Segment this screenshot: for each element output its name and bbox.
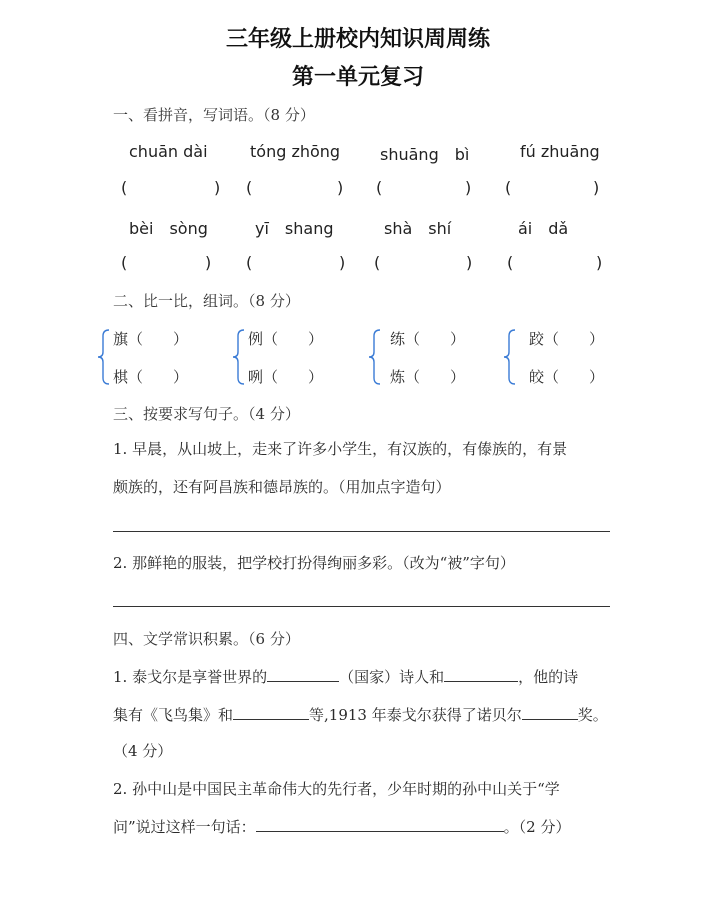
- answer-paren-close: ): [205, 253, 212, 272]
- answer-paren-close: ): [214, 178, 221, 197]
- question-text: 等,1913 年泰戈尔获得了诺贝尔: [309, 706, 522, 724]
- question-line: [113, 666, 578, 687]
- compare-word: 练（ ）: [390, 330, 466, 348]
- pinyin-item: ái dǎ: [518, 219, 569, 238]
- answer-line: [113, 606, 610, 607]
- answer-paren-open: (: [121, 253, 128, 272]
- section3-heading: 三、按要求写句子。（4 分）: [113, 405, 300, 423]
- question-text: 2. 那鲜艳的服装，把学校打扮得绚丽多彩。（改为“被”字句）: [113, 554, 515, 572]
- fill-blank[interactable]: [256, 816, 504, 832]
- page-title: 三年级上册校内知识周周练: [225, 27, 490, 52]
- question-text: ，他的诗: [518, 668, 579, 686]
- brace-icon: [368, 328, 382, 386]
- page-subtitle: 第一单元复习: [291, 65, 424, 90]
- fill-blank[interactable]: [444, 666, 518, 682]
- question-text: 问”说过这样一句话：: [113, 818, 256, 836]
- pinyin-item: tóng zhōng: [250, 142, 341, 161]
- section2-heading: 二、比一比，组词。（8 分）: [113, 292, 300, 310]
- compare-word: 炼（ ）: [390, 368, 466, 386]
- pinyin-item: chuān dài: [129, 142, 208, 161]
- compare-word: 例（ ）: [248, 330, 324, 348]
- answer-paren-open: (: [376, 178, 383, 197]
- section1-heading: 一、看拼音，写词语。（8 分）: [113, 106, 315, 124]
- pinyin-item: fú zhuāng: [520, 142, 600, 161]
- answer-paren-close: ): [339, 253, 346, 272]
- answer-paren-open: (: [121, 178, 128, 197]
- pinyin-item: bèi sòng: [129, 219, 208, 238]
- score-note: （4 分）: [113, 742, 173, 760]
- answer-paren-close: ): [337, 178, 344, 197]
- brace-icon: [232, 328, 246, 386]
- answer-paren-open: (: [246, 253, 253, 272]
- answer-paren-close: ): [466, 253, 473, 272]
- compare-word: 跤（ ）: [529, 330, 605, 348]
- answer-paren-close: ): [593, 178, 600, 197]
- compare-word: 旗（ ）: [113, 330, 189, 348]
- question-text: 1. 早晨，从山坡上，走来了许多小学生，有汉族的，有傣族的，有景: [113, 440, 568, 458]
- question-line: [113, 704, 608, 725]
- answer-paren-close: ): [596, 253, 603, 272]
- fill-blank[interactable]: [233, 704, 309, 720]
- answer-paren-open: (: [246, 178, 253, 197]
- question-text: 奖。: [577, 706, 608, 724]
- pinyin-item: yī shang: [255, 219, 334, 238]
- brace-icon: [97, 328, 111, 386]
- fill-blank[interactable]: [267, 666, 339, 682]
- compare-word: 棋（ ）: [113, 368, 189, 386]
- answer-paren-close: ): [465, 178, 472, 197]
- question-text: 2. 孙中山是中国民主革命伟大的先行者，少年时期的孙中山关于“学: [113, 780, 560, 798]
- fill-blank[interactable]: [522, 704, 578, 720]
- pinyin-item: shà shí: [384, 219, 452, 238]
- question-text: （国家）诗人和: [339, 668, 445, 686]
- answer-paren-open: (: [507, 253, 514, 272]
- compare-word: 咧（ ）: [248, 368, 324, 386]
- question-text: 集有《飞鸟集》和: [113, 706, 234, 724]
- question-text: 颇族的，还有阿昌族和德昂族的。（用加点字造句）: [113, 478, 451, 496]
- section4-heading: 四、文学常识积累。（6 分）: [113, 630, 300, 648]
- compare-word: 皎（ ）: [529, 368, 605, 386]
- answer-paren-open: (: [505, 178, 512, 197]
- answer-paren-open: (: [374, 253, 381, 272]
- pinyin-item: shuāng bì: [380, 145, 470, 164]
- question-line: [113, 816, 570, 837]
- brace-icon: [503, 328, 517, 386]
- question-text: 1. 泰戈尔是享誉世界的: [113, 668, 268, 686]
- score-note: 。（2 分）: [503, 818, 571, 836]
- answer-line: [113, 531, 610, 532]
